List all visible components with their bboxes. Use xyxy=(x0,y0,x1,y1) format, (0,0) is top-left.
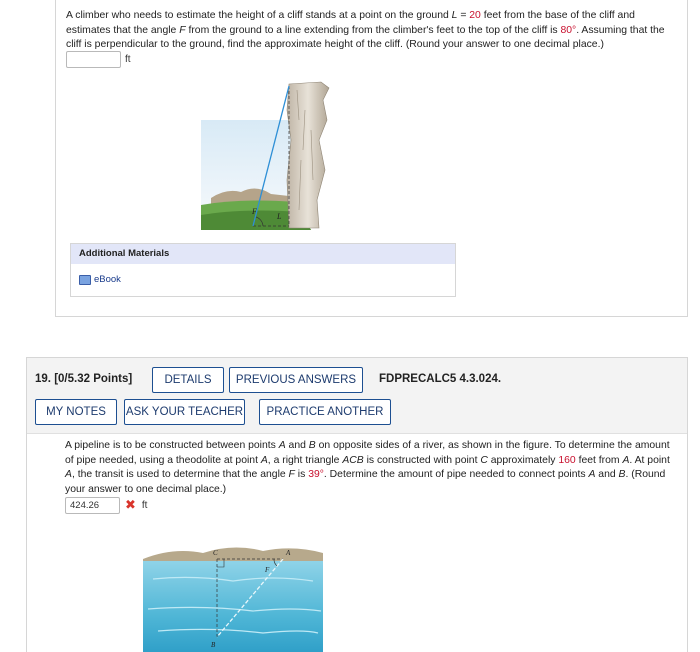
incorrect-x-icon: ✖ xyxy=(125,497,136,512)
text-segment: and xyxy=(285,440,309,451)
text-segment: is constructed with point xyxy=(363,454,481,466)
variable-l: L xyxy=(451,10,458,21)
angle-value: 80° xyxy=(560,24,577,36)
book-icon xyxy=(79,275,91,285)
river-figure xyxy=(143,539,323,652)
distance-value: 160 xyxy=(558,454,576,466)
label-b: B xyxy=(211,641,216,649)
cliff-rock xyxy=(287,82,329,228)
variable-a: A xyxy=(65,469,72,480)
text-segment: , the transit is used to determine that the angle xyxy=(71,469,289,480)
answer-row xyxy=(65,496,147,514)
label-f: F xyxy=(252,207,257,216)
cliff-figure xyxy=(201,80,331,232)
cliff-height-answer-input[interactable] xyxy=(66,51,121,68)
text-segment: . At point xyxy=(629,454,670,466)
problem-19-card xyxy=(26,357,688,652)
text-segment: from the ground to a line extending from the climber's feet to the top of the cliff is xyxy=(185,24,561,36)
text-segment: on opposite sides of a river, as shown in the figure. To determine the amount of pipe needed, using a theodolite at point xyxy=(65,440,670,466)
additional-materials-heading: Additional Materials xyxy=(71,244,455,264)
label-f: F xyxy=(265,566,270,574)
distance-value: 20 xyxy=(469,10,481,21)
river-water xyxy=(143,561,323,652)
question-number xyxy=(35,373,132,385)
text-segment: . (Round your answer to one decimal place.) xyxy=(65,469,666,495)
label-a: A xyxy=(286,549,291,557)
text-segment: = xyxy=(457,10,470,21)
variable-b: B xyxy=(618,469,626,480)
variable-a: A xyxy=(278,440,286,451)
ebook-link[interactable] xyxy=(71,264,455,285)
text-segment: . Assuming that the cliff is perpendicular to the ground, find the approximate height of the cliff. (Round your answer to one decimal place.) xyxy=(66,24,665,50)
ask-teacher-button[interactable]: ASK YOUR TEACHER xyxy=(124,399,245,425)
details-button[interactable]: DETAILS xyxy=(152,367,224,393)
question-code: FDPRECALC5 4.3.024. xyxy=(379,373,502,385)
question-toolbar xyxy=(27,358,687,434)
variable-f: F xyxy=(288,469,295,480)
variable-acb: ACB xyxy=(342,454,364,466)
text-segment: feet from xyxy=(575,454,623,466)
problem-19-text xyxy=(65,439,679,497)
pipe-length-answer-input[interactable]: 424.26 xyxy=(65,497,120,514)
variable-a: A xyxy=(588,469,596,480)
text-segment: A pipeline is to be constructed between points xyxy=(65,440,279,451)
variable-a: A xyxy=(260,454,268,466)
my-notes-button[interactable]: MY NOTES xyxy=(35,399,117,425)
label-l: L xyxy=(277,212,282,221)
points-label: [0/5.32 Points] xyxy=(54,373,133,385)
additional-materials-panel xyxy=(70,243,456,297)
label-c: C xyxy=(213,549,218,557)
variable-f: F xyxy=(179,24,186,36)
text-segment: A climber who needs to estimate the height of a cliff stands at a point on the ground xyxy=(66,10,452,21)
question-number-text: 19. xyxy=(35,373,51,385)
variable-b: B xyxy=(308,440,316,451)
text-segment: , a right triangle xyxy=(267,454,343,466)
practice-another-button[interactable]: PRACTICE ANOTHER xyxy=(259,399,391,425)
text-segment: . Determine the amount of pipe needed to connect points xyxy=(323,469,589,480)
variable-c: C xyxy=(480,454,488,466)
variable-a: A xyxy=(622,454,630,466)
text-segment: feet from the base of the cliff and estimates that the angle xyxy=(66,10,635,36)
previous-answers-button[interactable]: PREVIOUS ANSWERS xyxy=(229,367,363,393)
unit-label: ft xyxy=(125,53,131,65)
ebook-label: eBook xyxy=(94,274,121,285)
problem-18-card xyxy=(55,0,688,317)
answer-row xyxy=(66,50,131,68)
angle-value: 39° xyxy=(308,469,324,480)
unit-label: ft xyxy=(141,499,148,511)
text-segment: is xyxy=(294,469,309,480)
text-segment: approximately xyxy=(487,454,559,466)
text-segment: and xyxy=(595,469,619,480)
problem-18-text xyxy=(66,9,678,53)
